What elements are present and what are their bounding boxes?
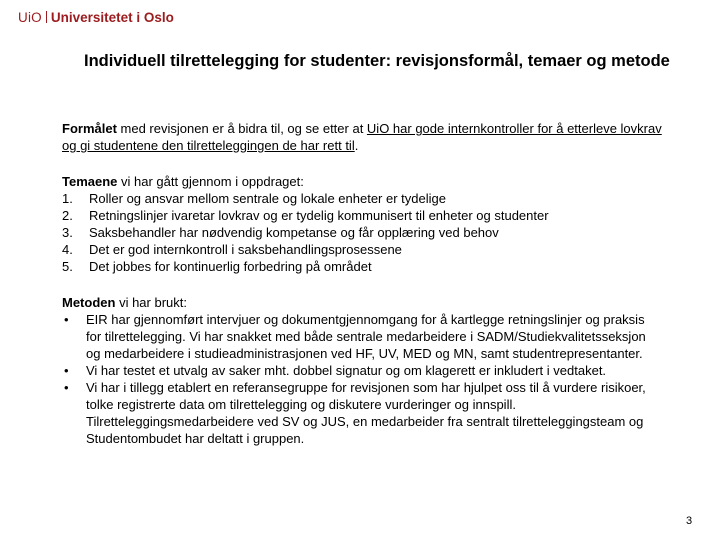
theme-number: 5. — [62, 259, 73, 274]
theme-text: Saksbehandler har nødvendig kompetanse og får opplæring ved behov — [89, 225, 499, 240]
themes-section — [62, 173, 662, 275]
method-label: Metoden — [62, 295, 116, 310]
themes-heading — [62, 173, 662, 190]
theme-number: 4. — [62, 242, 73, 257]
theme-number: 3. — [62, 225, 73, 240]
method-item — [62, 311, 662, 362]
method-text: Vi har i tillegg etablert en referansegruppe for revisjonen som har hjulpet oss til å vurdere risikoer, tolke registrerte data om tilrettelegging og diskutere vurderinger og innspill. Tilretteleggingsmedarbeidere ved SV og JUS, en medarbeider fra sentralt tilretteleggingsteam og Studentombudet har deltatt i gruppen. — [86, 380, 646, 446]
uio-logo — [18, 10, 174, 25]
method-item — [62, 362, 662, 379]
bullet-icon: • — [64, 380, 69, 395]
theme-item — [62, 190, 662, 207]
logo-name: Universitetet i Oslo — [50, 10, 174, 25]
theme-number: 1. — [62, 191, 73, 206]
theme-text: Roller og ansvar mellom sentrale og lokale enheter er tydelige — [89, 191, 446, 206]
purpose-text: med revisjonen er å bidra til, og se etter at — [116, 121, 367, 136]
theme-text: Retningslinjer ivaretar lovkrav og er tydelig kommunisert til enheter og studenter — [89, 208, 549, 223]
method-text: EIR har gjennomført intervjuer og dokumentgjennomgang for å kartlegge retningslinjer og praksis for tilrettelegging. Vi har snakket med både sentrale medarbeidere i SADM/Studiekvalitetsseksjon og medarbeidere i studieadministrasjonen ved HF, UV, MED og MN, samt studentrepresentanter. — [86, 312, 646, 361]
method-section — [62, 294, 662, 447]
method-text: Vi har testet et utvalg av saker mht. dobbel signatur og om klagerett er inkludert i vedtaket. — [86, 363, 607, 378]
theme-number: 2. — [62, 208, 73, 223]
logo-short: UiO — [18, 10, 42, 25]
theme-item — [62, 207, 662, 224]
bullet-icon: • — [64, 363, 69, 378]
themes-label: Temaene — [62, 174, 118, 189]
theme-text: Det jobbes for kontinuerlig forbedring på området — [89, 259, 372, 274]
method-heading — [62, 294, 662, 311]
method-item — [62, 379, 662, 447]
method-intro: vi har brukt: — [115, 295, 187, 310]
slide-content — [62, 120, 662, 447]
theme-item — [62, 258, 662, 275]
logo-divider — [46, 11, 47, 23]
purpose-paragraph — [62, 120, 662, 154]
purpose-underlined-text: UiO har gode internkontroller for å etterleve lovkrav og gi studentene den tilretteleggingen de har rett til — [62, 121, 662, 153]
purpose-label: Formålet — [62, 121, 117, 136]
theme-item — [62, 224, 662, 241]
theme-text: Det er god internkontroll i saksbehandlingsprosessene — [89, 242, 402, 257]
purpose-text-end: . — [354, 138, 359, 153]
bullet-icon: • — [64, 312, 69, 327]
theme-item — [62, 241, 662, 258]
page-number: 3 — [686, 515, 693, 527]
themes-intro: vi har gått gjennom i oppdraget: — [117, 174, 304, 189]
slide-title: Individuell tilrettelegging for studenter: revisjonsformål, temaer og metode — [84, 52, 670, 70]
